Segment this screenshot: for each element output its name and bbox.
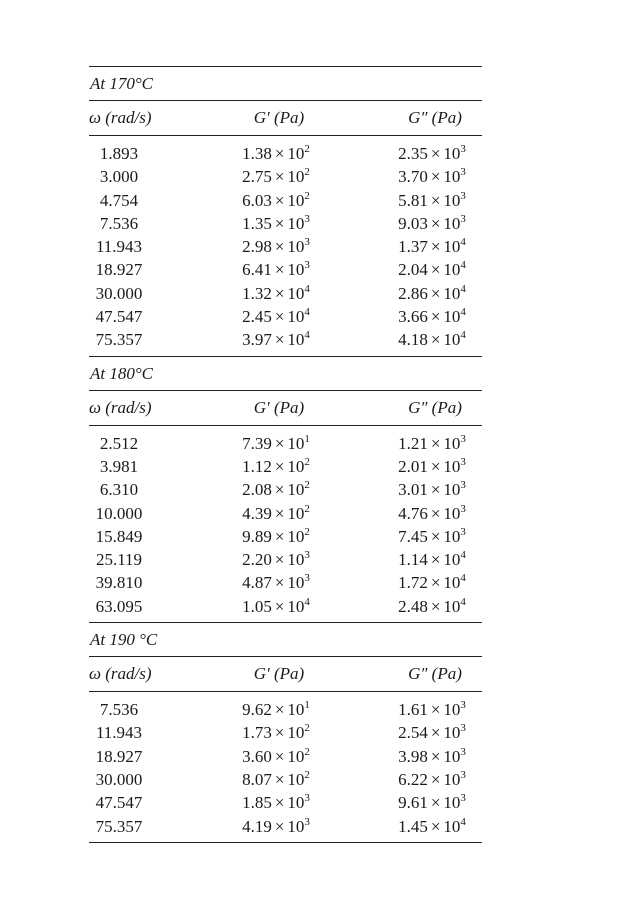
table-row	[89, 258, 482, 281]
header-omega: ω (rad/s)	[89, 397, 152, 417]
power-base: 10	[443, 190, 461, 210]
omega-value: 6.310	[99, 480, 139, 500]
multiply-sign: ×	[430, 213, 441, 233]
power-base: 10	[287, 213, 305, 233]
mantissa: 6.41	[242, 260, 272, 280]
exponent: 2	[304, 189, 310, 202]
data-rows	[89, 136, 482, 356]
multiply-sign: ×	[274, 307, 285, 327]
section-title: At 190 °C	[90, 630, 158, 650]
multiply-sign: ×	[430, 456, 441, 476]
mantissa: 3.98	[398, 746, 428, 766]
exponent: 4	[460, 329, 466, 342]
power-base: 10	[443, 283, 461, 303]
omega-value: 47.547	[95, 793, 143, 813]
mantissa: 8.07	[242, 769, 272, 789]
multiply-sign: ×	[274, 480, 285, 500]
power-base: 10	[443, 213, 461, 233]
exponent: 4	[304, 282, 310, 295]
exponent: 4	[460, 549, 466, 562]
mantissa: 1.38	[242, 144, 272, 163]
g-double-prime-value	[377, 235, 487, 258]
g-double-prime-value	[377, 165, 487, 188]
column-header-row	[89, 657, 482, 691]
mantissa: 9.61	[398, 793, 428, 813]
g-double-prime-value	[377, 432, 487, 455]
power-base: 10	[287, 480, 305, 500]
column-header-row	[89, 391, 482, 425]
g-prime-value	[211, 478, 341, 501]
g-double-prime-value	[377, 142, 487, 165]
multiply-sign: ×	[274, 283, 285, 303]
exponent: 3	[304, 259, 310, 272]
exponent: 3	[304, 792, 310, 805]
exponent: 3	[460, 502, 466, 515]
omega-value: 15.849	[95, 526, 143, 546]
mantissa: 4.39	[242, 503, 272, 523]
power-base: 10	[443, 480, 461, 500]
g-double-prime-value	[377, 721, 487, 744]
table-row	[89, 189, 482, 212]
g-double-prime-value	[377, 791, 487, 814]
exponent: 3	[460, 455, 466, 468]
g-prime-value	[211, 548, 341, 571]
g-prime-value	[211, 768, 341, 791]
table-row	[89, 212, 482, 235]
mantissa: 4.19	[242, 816, 272, 836]
multiply-sign: ×	[274, 769, 285, 789]
mantissa: 2.48	[398, 596, 428, 616]
exponent: 4	[460, 236, 466, 249]
mantissa: 1.05	[242, 596, 272, 616]
omega-value: 18.927	[95, 260, 143, 280]
mantissa: 3.70	[398, 167, 428, 187]
exponent: 3	[460, 212, 466, 225]
power-base: 10	[287, 596, 305, 616]
exponent: 3	[304, 549, 310, 562]
power-base: 10	[287, 307, 305, 327]
power-base: 10	[287, 816, 305, 836]
g-double-prime-value	[377, 189, 487, 212]
table-row	[89, 502, 482, 525]
g-prime-value	[211, 815, 341, 838]
g-double-prime-value	[377, 698, 487, 721]
power-base: 10	[287, 793, 305, 813]
mantissa: 1.14	[398, 550, 428, 570]
table-row	[89, 455, 482, 478]
data-rows	[89, 426, 482, 622]
omega-value: 4.754	[99, 190, 139, 210]
exponent: 2	[304, 525, 310, 538]
omega-value: 1.893	[99, 144, 139, 163]
multiply-sign: ×	[274, 746, 285, 766]
omega-value: 75.357	[95, 330, 143, 350]
mantissa: 1.73	[242, 723, 272, 743]
g-prime-value	[211, 791, 341, 814]
exponent: 3	[460, 166, 466, 179]
mantissa: 2.54	[398, 723, 428, 743]
exponent: 4	[460, 572, 466, 585]
power-base: 10	[287, 503, 305, 523]
g-prime-value	[211, 502, 341, 525]
power-base: 10	[287, 573, 305, 593]
mantissa: 1.61	[398, 700, 428, 720]
omega-value: 75.357	[95, 816, 143, 836]
g-double-prime-value	[377, 815, 487, 838]
rheology-data-table	[89, 66, 482, 843]
temperature-section	[89, 67, 482, 357]
exponent: 4	[304, 595, 310, 608]
mantissa: 3.01	[398, 480, 428, 500]
exponent: 4	[460, 595, 466, 608]
data-rows	[89, 692, 482, 842]
g-prime-value	[211, 258, 341, 281]
g-double-prime-value	[377, 212, 487, 235]
multiply-sign: ×	[274, 573, 285, 593]
multiply-sign: ×	[274, 793, 285, 813]
g-double-prime-value	[377, 478, 487, 501]
g-prime-value	[211, 165, 341, 188]
mantissa: 2.98	[242, 237, 272, 257]
g-double-prime-value	[377, 258, 487, 281]
power-base: 10	[287, 433, 305, 453]
table-row	[89, 328, 482, 351]
exponent: 3	[460, 189, 466, 202]
exponent: 3	[460, 525, 466, 538]
multiply-sign: ×	[430, 167, 441, 187]
multiply-sign: ×	[430, 769, 441, 789]
multiply-sign: ×	[274, 596, 285, 616]
multiply-sign: ×	[430, 433, 441, 453]
g-prime-value	[211, 328, 341, 351]
exponent: 3	[460, 699, 466, 712]
power-base: 10	[443, 260, 461, 280]
multiply-sign: ×	[274, 433, 285, 453]
header-g-double-prime: G″ (Pa)	[408, 397, 462, 417]
section-end-rule	[89, 842, 482, 843]
exponent: 3	[460, 143, 466, 155]
power-base: 10	[287, 237, 305, 257]
mantissa: 1.72	[398, 573, 428, 593]
power-base: 10	[443, 793, 461, 813]
table-row	[89, 721, 482, 744]
multiply-sign: ×	[430, 503, 441, 523]
power-base: 10	[287, 456, 305, 476]
exponent: 3	[460, 479, 466, 492]
mantissa: 1.45	[398, 816, 428, 836]
power-base: 10	[443, 330, 461, 350]
g-prime-value	[211, 212, 341, 235]
exponent: 4	[460, 815, 466, 828]
omega-value: 18.927	[95, 746, 143, 766]
mantissa: 9.89	[242, 526, 272, 546]
g-prime-value	[211, 432, 341, 455]
omega-value: 3.000	[99, 167, 139, 187]
g-prime-value	[211, 745, 341, 768]
g-prime-value	[211, 305, 341, 328]
section-title: At 170°C	[90, 74, 153, 93]
power-base: 10	[443, 769, 461, 789]
header-omega: ω (rad/s)	[89, 108, 152, 127]
mantissa: 7.39	[242, 433, 272, 453]
g-prime-value	[211, 721, 341, 744]
mantissa: 3.60	[242, 746, 272, 766]
mantissa: 2.86	[398, 283, 428, 303]
multiply-sign: ×	[430, 190, 441, 210]
mantissa: 1.35	[242, 213, 272, 233]
power-base: 10	[443, 573, 461, 593]
exponent: 3	[460, 722, 466, 735]
g-prime-value	[211, 595, 341, 618]
power-base: 10	[443, 144, 461, 163]
multiply-sign: ×	[430, 307, 441, 327]
mantissa: 1.37	[398, 237, 428, 257]
multiply-sign: ×	[430, 144, 441, 163]
omega-value: 11.943	[95, 237, 143, 257]
g-double-prime-value	[377, 525, 487, 548]
exponent: 2	[304, 143, 310, 155]
multiply-sign: ×	[430, 480, 441, 500]
multiply-sign: ×	[430, 550, 441, 570]
exponent: 3	[304, 236, 310, 249]
temperature-section	[89, 623, 482, 843]
g-prime-value	[211, 698, 341, 721]
omega-value: 25.119	[95, 550, 143, 570]
exponent: 3	[460, 792, 466, 805]
temperature-section	[89, 357, 482, 623]
table-row	[89, 525, 482, 548]
power-base: 10	[443, 167, 461, 187]
power-base: 10	[287, 526, 305, 546]
exponent: 3	[460, 768, 466, 781]
power-base: 10	[443, 503, 461, 523]
power-base: 10	[443, 596, 461, 616]
exponent: 3	[304, 212, 310, 225]
g-double-prime-value	[377, 745, 487, 768]
power-base: 10	[287, 723, 305, 743]
mantissa: 2.01	[398, 456, 428, 476]
power-base: 10	[287, 190, 305, 210]
multiply-sign: ×	[430, 330, 441, 350]
multiply-sign: ×	[430, 723, 441, 743]
mantissa: 1.85	[242, 793, 272, 813]
mantissa: 4.18	[398, 330, 428, 350]
multiply-sign: ×	[274, 237, 285, 257]
multiply-sign: ×	[274, 260, 285, 280]
power-base: 10	[443, 433, 461, 453]
multiply-sign: ×	[274, 213, 285, 233]
power-base: 10	[443, 746, 461, 766]
g-double-prime-value	[377, 502, 487, 525]
omega-value: 3.981	[99, 456, 139, 476]
mantissa: 7.45	[398, 526, 428, 546]
multiply-sign: ×	[430, 526, 441, 546]
power-base: 10	[443, 456, 461, 476]
mantissa: 5.81	[398, 190, 428, 210]
exponent: 2	[304, 722, 310, 735]
g-prime-value	[211, 189, 341, 212]
omega-value: 30.000	[95, 283, 143, 303]
table-row	[89, 432, 482, 455]
exponent: 2	[304, 455, 310, 468]
column-header-row	[89, 101, 482, 135]
header-g-prime: G′ (Pa)	[253, 664, 305, 684]
mantissa: 2.45	[242, 307, 272, 327]
table-row	[89, 478, 482, 501]
multiply-sign: ×	[274, 167, 285, 187]
multiply-sign: ×	[274, 526, 285, 546]
multiply-sign: ×	[430, 700, 441, 720]
g-double-prime-value	[377, 595, 487, 618]
exponent: 2	[304, 166, 310, 179]
mantissa: 2.75	[242, 167, 272, 187]
exponent: 1	[304, 699, 310, 712]
exponent: 2	[304, 502, 310, 515]
power-base: 10	[287, 330, 305, 350]
header-g-double-prime: G″ (Pa)	[408, 108, 462, 127]
table-row	[89, 165, 482, 188]
power-base: 10	[287, 167, 305, 187]
mantissa: 2.20	[242, 550, 272, 570]
exponent: 4	[460, 259, 466, 272]
table-row	[89, 698, 482, 721]
g-double-prime-value	[377, 282, 487, 305]
multiply-sign: ×	[274, 816, 285, 836]
mantissa: 2.04	[398, 260, 428, 280]
exponent: 3	[460, 432, 466, 445]
table-row	[89, 235, 482, 258]
table-row	[89, 142, 482, 165]
power-base: 10	[443, 550, 461, 570]
g-double-prime-value	[377, 571, 487, 594]
omega-value: 7.536	[99, 213, 139, 233]
exponent: 4	[460, 306, 466, 319]
table-row	[89, 571, 482, 594]
omega-value: 30.000	[95, 769, 143, 789]
multiply-sign: ×	[430, 816, 441, 836]
multiply-sign: ×	[274, 190, 285, 210]
exponent: 2	[304, 745, 310, 758]
omega-value: 11.943	[95, 723, 143, 743]
power-base: 10	[443, 700, 461, 720]
table-row	[89, 548, 482, 571]
exponent: 1	[304, 432, 310, 445]
section-title: At 180°C	[90, 363, 153, 383]
power-base: 10	[443, 816, 461, 836]
power-base: 10	[287, 746, 305, 766]
mantissa: 6.22	[398, 769, 428, 789]
mantissa: 3.97	[242, 330, 272, 350]
power-base: 10	[287, 144, 305, 163]
table-row	[89, 791, 482, 814]
g-double-prime-value	[377, 548, 487, 571]
exponent: 4	[460, 282, 466, 295]
mantissa: 3.66	[398, 307, 428, 327]
multiply-sign: ×	[430, 793, 441, 813]
g-prime-value	[211, 571, 341, 594]
table-row	[89, 305, 482, 328]
multiply-sign: ×	[274, 144, 285, 163]
power-base: 10	[443, 526, 461, 546]
omega-value: 63.095	[95, 596, 143, 616]
header-g-prime: G′ (Pa)	[253, 397, 305, 417]
omega-value: 47.547	[95, 307, 143, 327]
g-prime-value	[211, 235, 341, 258]
g-double-prime-value	[377, 768, 487, 791]
mantissa: 1.12	[242, 456, 272, 476]
mantissa: 1.21	[398, 433, 428, 453]
mantissa: 4.76	[398, 503, 428, 523]
mantissa: 2.08	[242, 480, 272, 500]
header-g-double-prime: G″ (Pa)	[408, 664, 462, 684]
multiply-sign: ×	[274, 700, 285, 720]
multiply-sign: ×	[430, 283, 441, 303]
mantissa: 9.03	[398, 213, 428, 233]
table-row	[89, 595, 482, 618]
g-prime-value	[211, 142, 341, 165]
omega-value: 10.000	[95, 503, 143, 523]
omega-value: 7.536	[99, 700, 139, 720]
exponent: 4	[304, 329, 310, 342]
table-row	[89, 745, 482, 768]
multiply-sign: ×	[274, 723, 285, 743]
g-double-prime-value	[377, 328, 487, 351]
exponent: 3	[460, 745, 466, 758]
mantissa: 6.03	[242, 190, 272, 210]
exponent: 2	[304, 768, 310, 781]
power-base: 10	[287, 769, 305, 789]
table-row	[89, 815, 482, 838]
g-prime-value	[211, 455, 341, 478]
g-double-prime-value	[377, 455, 487, 478]
exponent: 3	[304, 815, 310, 828]
table-row	[89, 282, 482, 305]
g-prime-value	[211, 282, 341, 305]
omega-value: 2.512	[99, 433, 139, 453]
exponent: 4	[304, 306, 310, 319]
multiply-sign: ×	[430, 573, 441, 593]
omega-value: 39.810	[95, 573, 143, 593]
multiply-sign: ×	[274, 503, 285, 523]
multiply-sign: ×	[274, 456, 285, 476]
power-base: 10	[443, 237, 461, 257]
multiply-sign: ×	[274, 330, 285, 350]
multiply-sign: ×	[274, 550, 285, 570]
exponent: 2	[304, 479, 310, 492]
power-base: 10	[287, 550, 305, 570]
multiply-sign: ×	[430, 237, 441, 257]
multiply-sign: ×	[430, 596, 441, 616]
multiply-sign: ×	[430, 746, 441, 766]
mantissa: 9.62	[242, 700, 272, 720]
power-base: 10	[443, 307, 461, 327]
power-base: 10	[287, 260, 305, 280]
mantissa: 1.32	[242, 283, 272, 303]
header-g-prime: G′ (Pa)	[253, 108, 305, 127]
power-base: 10	[443, 723, 461, 743]
header-omega: ω (rad/s)	[89, 664, 152, 684]
power-base: 10	[287, 283, 305, 303]
power-base: 10	[287, 700, 305, 720]
g-double-prime-value	[377, 305, 487, 328]
multiply-sign: ×	[430, 260, 441, 280]
mantissa: 2.35	[398, 144, 428, 163]
table-row	[89, 768, 482, 791]
mantissa: 4.87	[242, 573, 272, 593]
g-prime-value	[211, 525, 341, 548]
exponent: 3	[304, 572, 310, 585]
